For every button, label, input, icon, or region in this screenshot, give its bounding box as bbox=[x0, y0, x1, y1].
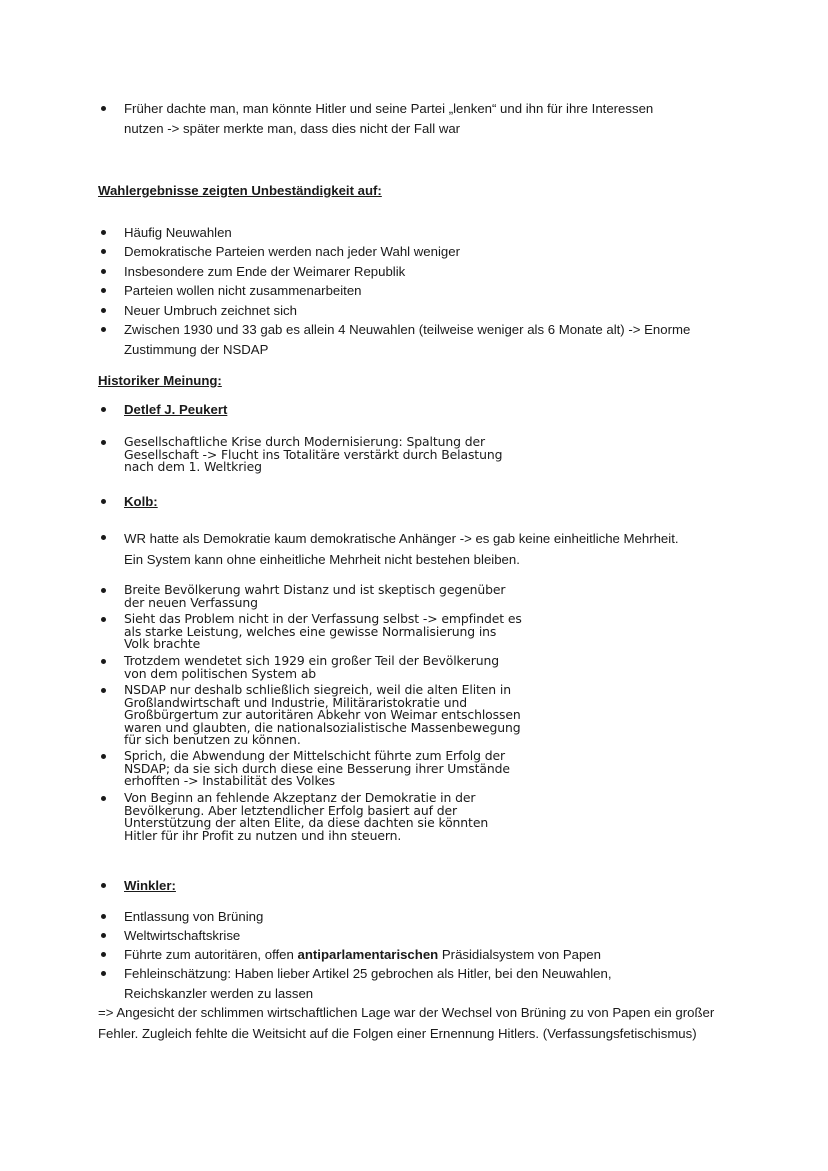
papen-text-post: Präsidialsystem von Papen bbox=[441, 947, 601, 962]
wahl-item: Häufig Neuwahlen bbox=[124, 223, 764, 243]
kolb-item: Sprich, die Abwendung der Mittelschicht führte zum Erfolg der NSDAP; da sie sich durch diese eine Besserung ihrer Umstände erhofften -> Instabilität des Volkes bbox=[124, 750, 524, 788]
papen-text-pre: Führte zum autoritären, offen bbox=[124, 947, 294, 962]
papen-text-bold: antiparlamentarischen bbox=[297, 947, 439, 962]
winkler-item-fehl bbox=[124, 964, 764, 1003]
kolb-first bbox=[124, 528, 764, 570]
winkler-item: Weltwirtschaftskrise bbox=[124, 926, 764, 946]
wahl-heading: Wahlergebnisse zeigten Unbeständigkeit auf: bbox=[98, 183, 382, 198]
winkler-item-papen bbox=[124, 945, 764, 965]
intro-text: Früher dachte man, man könnte Hitler und seine Partei „lenken“ und ihn für ihre Interessen bbox=[124, 101, 654, 116]
winkler-item: Entlassung von Brüning bbox=[124, 907, 764, 927]
kolb-name: Kolb: bbox=[124, 492, 764, 512]
kolb-item: Trotzdem wendetet sich 1929 ein großer Teil der Bevölkerung von dem politischen System ab bbox=[124, 655, 524, 680]
fehl-text-cont: Reichskanzler werden zu lassen bbox=[124, 985, 314, 1001]
wahl-item-last bbox=[124, 320, 764, 359]
kolb-item: Breite Bevölkerung wahrt Distanz und ist skeptisch gegenüber der neuen Verfassung bbox=[124, 584, 524, 609]
intro-bullet bbox=[124, 99, 764, 138]
wahl-item: Insbesondere zum Ende der Weimarer Republik bbox=[124, 262, 764, 282]
winkler-conclusion: => Angesicht der schlimmen wirtschaftlichen Lage war der Wechsel von Brüning zu von Papen ein großer Fehler. Zugleich fehlte die Weitsicht auf die Folgen einer Ernennung Hitlers. (Verfassungsfetischismus) bbox=[98, 1005, 715, 1041]
kolb-first-text: WR hatte als Demokratie kaum demokratische Anhänger -> es gab keine einheitliche Mehrheit. bbox=[124, 531, 679, 546]
winkler-name: Winkler: bbox=[124, 876, 764, 896]
kolb-item: Sieht das Problem nicht in der Verfassung selbst -> empfindet es als starke Leistung, welches eine gewisse Normalisierung ins Volk brachte bbox=[124, 613, 524, 651]
peukert-text: Gesellschaftliche Krise durch Modernisierung: Spaltung der Gesellschaft -> Flucht ins Totalitäre verstärkt durch Belastung nach dem 1. Weltkrieg bbox=[124, 436, 524, 474]
wahl-item: Parteien wollen nicht zusammenarbeiten bbox=[124, 281, 764, 301]
kolb-first-cont: Ein System kann ohne einheitliche Mehrheit nicht bestehen bleiben. bbox=[124, 552, 520, 567]
wahl-item-cont: Zustimmung der NSDAP bbox=[124, 341, 269, 357]
wahl-item: Demokratische Parteien werden nach jeder Wahl weniger bbox=[124, 242, 764, 262]
wahl-item-text: Zwischen 1930 und 33 gab es allein 4 Neuwahlen (teilweise weniger als 6 Monate alt) -> Enorme bbox=[124, 322, 691, 337]
fehl-text: Fehleinschätzung: Haben lieber Artikel 25 gebrochen als Hitler, bei den Neuwahlen, bbox=[124, 966, 612, 981]
wahl-item: Neuer Umbruch zeichnet sich bbox=[124, 301, 764, 321]
kolb-item: NSDAP nur deshalb schließlich siegreich, weil die alten Eliten in Großlandwirtschaft und Industrie, Militäraristokratie und Großbürgertum zur autoritären Abkehr von Weimar entschlossen waren und glaubten, die nationalsozialistische Massenbewegung für sich benutzen zu können. bbox=[124, 684, 524, 747]
peukert-name: Detlef J. Peukert bbox=[124, 400, 764, 420]
kolb-item: Von Beginn an fehlende Akzeptanz der Demokratie in der Bevölkerung. Aber letztendlicher Erfolg basiert auf der Unterstützung der alten Elite, da diese dachten sie könnten Hitler für ihr Profit zu nutzen und ihn steuern. bbox=[124, 792, 524, 842]
historiker-heading: Historiker Meinung: bbox=[98, 373, 222, 388]
intro-text-cont: nutzen -> später merkte man, dass dies nicht der Fall war bbox=[124, 120, 461, 136]
